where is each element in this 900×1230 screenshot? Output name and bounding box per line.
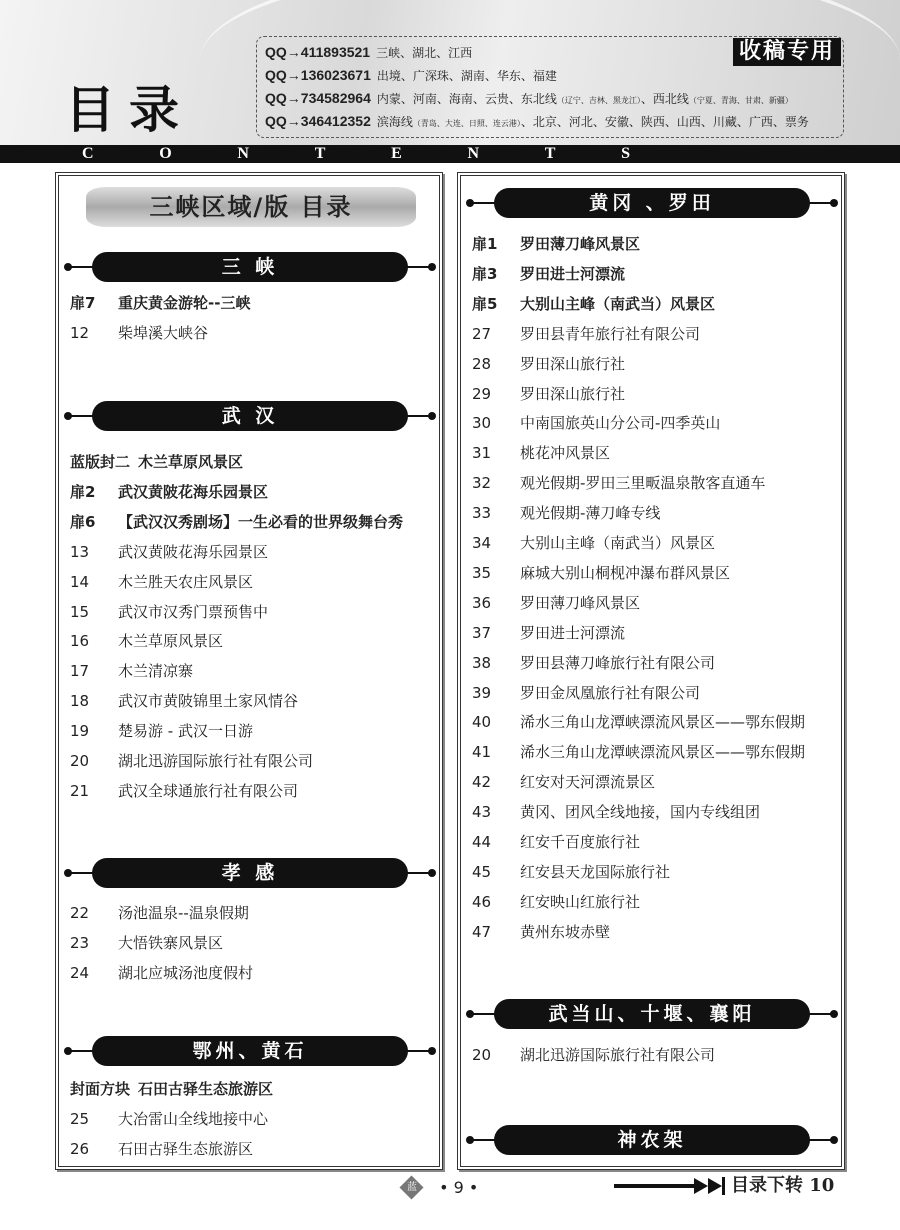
entry-title: 红安县天龙国际旅行社 xyxy=(520,863,671,881)
section-title: 神农架 xyxy=(494,1125,810,1155)
list-item[interactable] xyxy=(472,294,838,314)
page-ref: 30 xyxy=(472,414,492,432)
page-ref: 42 xyxy=(472,773,492,791)
dot-icon xyxy=(466,199,474,207)
right-column xyxy=(457,172,845,1170)
list-item[interactable] xyxy=(70,293,436,313)
list-item[interactable] xyxy=(472,563,838,583)
page-ref: 13 xyxy=(70,543,90,561)
entry-title: 木兰草原风景区 xyxy=(138,453,244,471)
page-ref: 16 xyxy=(70,632,90,650)
qq-contact-row: QQ→734582964 内蒙、河南、海南、云贵、东北线（辽宁、吉林、黑龙江）、西北线（宁夏、青海、甘肃、新疆） xyxy=(265,90,793,106)
list-item[interactable] xyxy=(472,443,838,463)
list-item[interactable] xyxy=(472,862,838,882)
entry-title: 罗田深山旅行社 xyxy=(520,355,626,373)
page-ref: 45 xyxy=(472,863,492,881)
list-item[interactable] xyxy=(472,802,838,822)
list-item[interactable] xyxy=(472,413,838,433)
entry-title: 大悟铁寨风景区 xyxy=(118,934,224,952)
list-item[interactable] xyxy=(472,503,838,523)
dot-icon xyxy=(64,263,72,271)
entry-title: 湖北迅游国际旅行社有限公司 xyxy=(520,1046,716,1064)
list-item[interactable] xyxy=(472,832,838,852)
dot-icon xyxy=(64,1047,72,1055)
qq-number[interactable]: QQ→346412352 xyxy=(265,113,371,129)
entry-title: 大冶雷山全线地接中心 xyxy=(118,1110,269,1128)
page-ref: 15 xyxy=(70,603,90,621)
list-item[interactable] xyxy=(472,683,838,703)
qq-number[interactable]: QQ→734582964 xyxy=(265,90,371,106)
entry-title: 红安对天河漂流景区 xyxy=(520,773,656,791)
qq-contact-row: QQ→346412352 滨海线（青岛、大连、日照、连云港）、北京、河北、安徽、陕西、山西、川藏、广西、票务 xyxy=(265,113,809,129)
contents-letter: T xyxy=(314,145,326,162)
list-item[interactable] xyxy=(472,324,838,344)
dot-icon xyxy=(428,1047,436,1055)
page-ref: 44 xyxy=(472,833,492,851)
dot-icon xyxy=(830,1136,838,1144)
page-ref: 12 xyxy=(70,324,90,342)
entry-title: 红安映山红旅行社 xyxy=(520,893,641,911)
qq-number[interactable]: QQ→136023671 xyxy=(265,67,371,83)
section-header xyxy=(466,1125,838,1155)
dot-icon xyxy=(466,1136,474,1144)
section-header xyxy=(64,1036,436,1066)
list-item[interactable] xyxy=(70,452,436,472)
page-ref: 14 xyxy=(70,573,90,591)
contents-letter: E xyxy=(391,145,402,162)
section-header xyxy=(466,188,838,218)
page-ref: 扉1 xyxy=(472,235,498,253)
page-ref: 27 xyxy=(472,325,492,343)
list-item[interactable] xyxy=(70,323,436,343)
entry-title: 石田古驿生态旅游区 xyxy=(138,1080,274,1098)
submission-stamp: 收稿专用 xyxy=(733,38,841,66)
next-page-link[interactable]: 目录下转 10 xyxy=(614,1174,834,1198)
contents-bar xyxy=(0,145,900,163)
contents-letter: C xyxy=(82,145,94,162)
page-ref: 25 xyxy=(70,1110,90,1128)
list-item[interactable] xyxy=(472,772,838,792)
page-ref: 40 xyxy=(472,713,492,731)
qq-contact-row: QQ→411893521 三峡、湖北、江西 xyxy=(265,44,473,60)
dot-icon xyxy=(64,869,72,877)
page-ref: 24 xyxy=(70,964,90,982)
dot-icon xyxy=(830,1010,838,1018)
page-ref: 33 xyxy=(472,504,492,522)
list-item[interactable] xyxy=(70,482,436,502)
list-item[interactable] xyxy=(472,354,838,374)
list-item[interactable] xyxy=(472,892,838,912)
list-item[interactable] xyxy=(70,542,436,562)
list-item[interactable] xyxy=(70,751,436,771)
contents-letter: N xyxy=(467,145,479,162)
entry-title: 黄冈、团风全线地接，国内专线组团 xyxy=(520,803,761,821)
left-column xyxy=(55,172,443,1170)
page-ref: 扉2 xyxy=(70,483,96,501)
entry-title: 黄州东坡赤壁 xyxy=(520,923,611,941)
entry-title: 武汉市汉秀门票预售中 xyxy=(118,603,269,621)
dot-icon xyxy=(64,412,72,420)
entry-title: 罗田薄刀峰风景区 xyxy=(520,235,641,253)
entry-title: 罗田深山旅行社 xyxy=(520,385,626,403)
page-ref: 扉3 xyxy=(472,265,498,283)
entry-title: 重庆黄金游轮--三峡 xyxy=(118,294,251,312)
page-ref: 18 xyxy=(70,692,90,710)
entry-title: 木兰胜天农庄风景区 xyxy=(118,573,254,591)
list-item[interactable] xyxy=(70,1079,436,1099)
page-ref: 38 xyxy=(472,654,492,672)
page-ref: 37 xyxy=(472,624,492,642)
entry-title: 浠水三角山龙潭峡漂流风景区——鄂东假期 xyxy=(520,743,806,761)
page-ref: 36 xyxy=(472,594,492,612)
page-title: 目录 xyxy=(65,81,193,139)
list-item[interactable] xyxy=(472,593,838,613)
entry-title: 木兰清凉寨 xyxy=(118,662,194,680)
qq-contact-row: QQ→136023671 出境、广深珠、湖南、华东、福建 xyxy=(265,67,557,83)
page-ref: 蓝版封二 xyxy=(70,453,131,471)
section-title: 武 汉 xyxy=(92,401,408,431)
entry-title: 大别山主峰（南武当）风景区 xyxy=(520,295,716,313)
contents-letter: S xyxy=(621,145,630,162)
qq-contact-box xyxy=(256,36,844,138)
list-item[interactable] xyxy=(70,691,436,711)
entry-title: 柴埠溪大峡谷 xyxy=(118,324,209,342)
page-ref: 34 xyxy=(472,534,492,552)
page-ref: 29 xyxy=(472,385,492,403)
entry-title: 罗田进士河漂流 xyxy=(520,624,626,642)
list-item[interactable] xyxy=(70,602,436,622)
entry-title: 罗田进士河漂流 xyxy=(520,265,626,283)
page-ref: 19 xyxy=(70,722,90,740)
list-item[interactable] xyxy=(472,234,838,254)
list-item[interactable] xyxy=(472,712,838,732)
entry-title: 武汉黄陂花海乐园景区 xyxy=(118,483,269,501)
page-ref: 20 xyxy=(472,1046,492,1064)
page-ref: 扉7 xyxy=(70,294,96,312)
page-ref: 35 xyxy=(472,564,492,582)
page-ref: 28 xyxy=(472,355,492,373)
list-item[interactable] xyxy=(70,903,436,923)
dot-icon xyxy=(428,263,436,271)
list-item[interactable] xyxy=(472,653,838,673)
entry-title: 石田古驿生态旅游区 xyxy=(118,1140,254,1158)
section-header xyxy=(64,252,436,282)
page-ref: 46 xyxy=(472,893,492,911)
page-ref: 32 xyxy=(472,474,492,492)
page-ref: 22 xyxy=(70,904,90,922)
dot-icon xyxy=(466,1010,474,1018)
entry-title: 【武汉汉秀剧场】一生必看的世界级舞台秀 xyxy=(118,513,404,531)
entry-title: 楚易游 - 武汉一日游 xyxy=(118,722,253,740)
page-ref: 47 xyxy=(472,923,492,941)
section-header xyxy=(466,999,838,1029)
page-number: 蓝 • 9 • xyxy=(400,1177,478,1199)
section-title: 鄂州、黄石 xyxy=(92,1036,408,1066)
list-item[interactable] xyxy=(472,473,838,493)
list-item[interactable] xyxy=(472,922,838,942)
list-item[interactable] xyxy=(70,933,436,953)
list-item[interactable] xyxy=(472,384,838,404)
diamond-badge-icon: 蓝 xyxy=(400,1177,424,1199)
entry-title: 罗田薄刀峰风景区 xyxy=(520,594,641,612)
entry-title: 罗田金凤凰旅行社有限公司 xyxy=(520,684,701,702)
section-title: 三 峡 xyxy=(92,252,408,282)
page-ref: 封面方块 xyxy=(70,1080,131,1098)
entry-title: 武汉全球通旅行社有限公司 xyxy=(118,782,299,800)
list-item[interactable] xyxy=(70,963,436,983)
page-ref: 扉5 xyxy=(472,295,498,313)
list-item[interactable] xyxy=(472,742,838,762)
entry-title: 武汉市黄陂锦里土家风情谷 xyxy=(118,692,299,710)
dot-icon xyxy=(428,412,436,420)
entry-title: 武汉黄陂花海乐园景区 xyxy=(118,543,269,561)
list-item[interactable] xyxy=(70,1139,436,1159)
list-item[interactable] xyxy=(472,1045,838,1065)
entry-title: 观光假期-罗田三里畈温泉散客直通车 xyxy=(520,474,766,492)
dot-icon xyxy=(428,869,436,877)
section-header xyxy=(64,858,436,888)
entry-title: 桃花冲风景区 xyxy=(520,444,611,462)
qq-number[interactable]: QQ→411893521 xyxy=(265,44,371,60)
page-ref: 17 xyxy=(70,662,90,680)
entry-title: 观光假期-薄刀峰专线 xyxy=(520,504,661,522)
page-ref: 21 xyxy=(70,782,90,800)
section-title: 武当山、十堰、襄阳 xyxy=(494,999,810,1029)
section-title: 黄冈 、罗田 xyxy=(494,188,810,218)
page-ref: 41 xyxy=(472,743,492,761)
page-ref: 39 xyxy=(472,684,492,702)
list-item[interactable] xyxy=(472,264,838,284)
header xyxy=(0,0,900,145)
list-item[interactable] xyxy=(70,1109,436,1129)
contents-letter: T xyxy=(544,145,556,162)
contents-letter: N xyxy=(237,145,249,162)
page-ref: 扉6 xyxy=(70,513,96,531)
page-ref: 23 xyxy=(70,934,90,952)
list-item[interactable] xyxy=(70,631,436,651)
entry-title: 罗田县青年旅行社有限公司 xyxy=(520,325,701,343)
list-item[interactable] xyxy=(472,533,838,553)
page-ref: 26 xyxy=(70,1140,90,1158)
arrowhead-icon xyxy=(694,1178,708,1194)
arrow-right-icon xyxy=(614,1184,694,1188)
page-ref: 43 xyxy=(472,803,492,821)
entry-title: 湖北迅游国际旅行社有限公司 xyxy=(118,752,314,770)
entry-title: 木兰草原风景区 xyxy=(118,632,224,650)
entry-title: 红安千百度旅行社 xyxy=(520,833,641,851)
list-item[interactable] xyxy=(70,572,436,592)
arrowhead-icon xyxy=(708,1178,722,1194)
list-item[interactable] xyxy=(472,623,838,643)
page-ref: 20 xyxy=(70,752,90,770)
entry-title: 浠水三角山龙潭峡漂流风景区——鄂东假期 xyxy=(520,713,806,731)
list-item[interactable] xyxy=(70,661,436,681)
entry-title: 汤池温泉--温泉假期 xyxy=(118,904,249,922)
entry-title: 中南国旅英山分公司-四季英山 xyxy=(520,414,721,432)
list-item[interactable] xyxy=(70,781,436,801)
section-title: 孝 感 xyxy=(92,858,408,888)
section-header xyxy=(64,401,436,431)
entry-title: 麻城大别山桐枧冲瀑布群风景区 xyxy=(520,564,731,582)
list-item[interactable] xyxy=(70,512,436,532)
list-item[interactable] xyxy=(70,721,436,741)
entry-title: 大别山主峰（南武当）风景区 xyxy=(520,534,716,552)
entry-title: 湖北应城汤池度假村 xyxy=(118,964,254,982)
dot-icon xyxy=(830,199,838,207)
contents-letter: O xyxy=(159,145,172,162)
page-ref: 31 xyxy=(472,444,492,462)
region-banner: 三峡区域/版 目录 xyxy=(86,187,416,227)
entry-title: 罗田县薄刀峰旅行社有限公司 xyxy=(520,654,716,672)
